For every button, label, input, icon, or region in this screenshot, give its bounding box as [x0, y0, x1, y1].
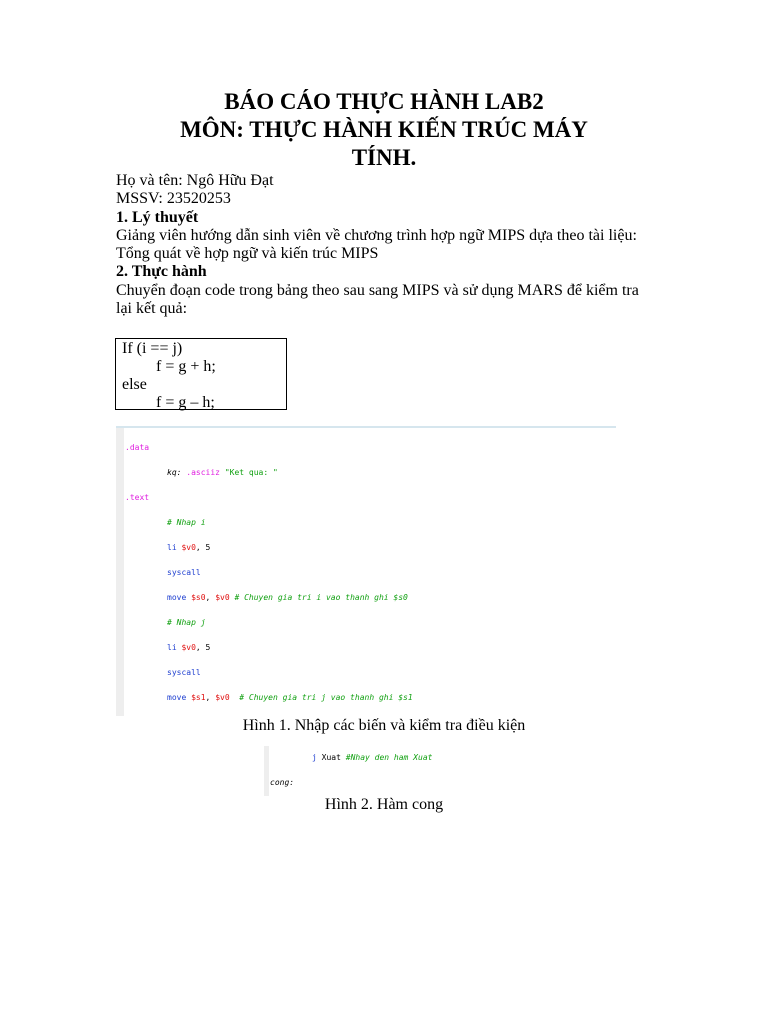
- section-1-text: Giảng viên hướng dẫn sinh viên về chương trình hợp ngữ MIPS dựa theo tài liệu: Tổng quát về hợp ngữ và kiến trúc MIPS: [116, 226, 637, 263]
- mips-code-listing: [125, 430, 413, 716]
- code-line: syscall: [167, 567, 201, 577]
- code-line: move $s0, $v0 # Chuyen gia tri i vao thanh ghi $s0: [167, 592, 408, 602]
- code-line: j Xuat #Nhay den ham Xuat: [312, 753, 433, 763]
- pseudocode-line: f = g + h;: [156, 358, 216, 375]
- document-title: [116, 88, 652, 172]
- code-line: syscall: [167, 667, 201, 677]
- code-line: li $v0, 5: [167, 543, 211, 553]
- code-line: # Nhap i: [167, 518, 206, 528]
- pseudocode-line: If (i == j): [122, 340, 183, 357]
- code-line: cong:: [270, 778, 295, 788]
- title-line-3: TÍNH.: [351, 145, 417, 170]
- section-2-text: Chuyển đoạn code trong bảng theo sau sang MIPS và sử dụng MARS để kiểm tra lại kết quả:: [116, 281, 639, 318]
- section-2-heading: 2. Thực hành: [116, 263, 207, 281]
- code-line: .data: [125, 443, 150, 453]
- mips-code-listing: [270, 746, 432, 796]
- pseudocode-line: f = g – h;: [156, 394, 215, 411]
- pseudocode-line: else: [122, 376, 147, 393]
- code-line: kq: .asciiz "Ket qua: ": [167, 468, 278, 478]
- document-body: [116, 172, 656, 318]
- editor-top-border: [116, 426, 616, 428]
- figure-2-screenshot: [264, 746, 454, 796]
- figure-1-screenshot: [116, 426, 616, 716]
- code-line: move $s1, $v0 # Chuyen gia tri j vao thanh ghi $s1: [167, 692, 413, 702]
- figure-2-caption: Hình 2. Hàm cong: [324, 796, 444, 813]
- title-line-2: MÔN: THỰC HÀNH KIẾN TRÚC MÁY: [180, 117, 588, 142]
- code-line: # Nhap j: [167, 617, 206, 627]
- editor-gutter: [116, 428, 124, 716]
- editor-gutter: [264, 746, 269, 796]
- pseudocode-box: [115, 338, 287, 410]
- figure-1-caption: Hình 1. Nhập các biến và kiểm tra điều kiện: [242, 717, 526, 734]
- student-id: MSSV: 23520253: [116, 190, 231, 208]
- student-name: Họ và tên: Ngô Hữu Đạt: [116, 172, 274, 189]
- section-1-heading: 1. Lý thuyết: [116, 208, 199, 226]
- code-line: li $v0, 5: [167, 642, 211, 652]
- title-line-1: BÁO CÁO THỰC HÀNH LAB2: [224, 89, 544, 114]
- code-line: .text: [125, 493, 150, 503]
